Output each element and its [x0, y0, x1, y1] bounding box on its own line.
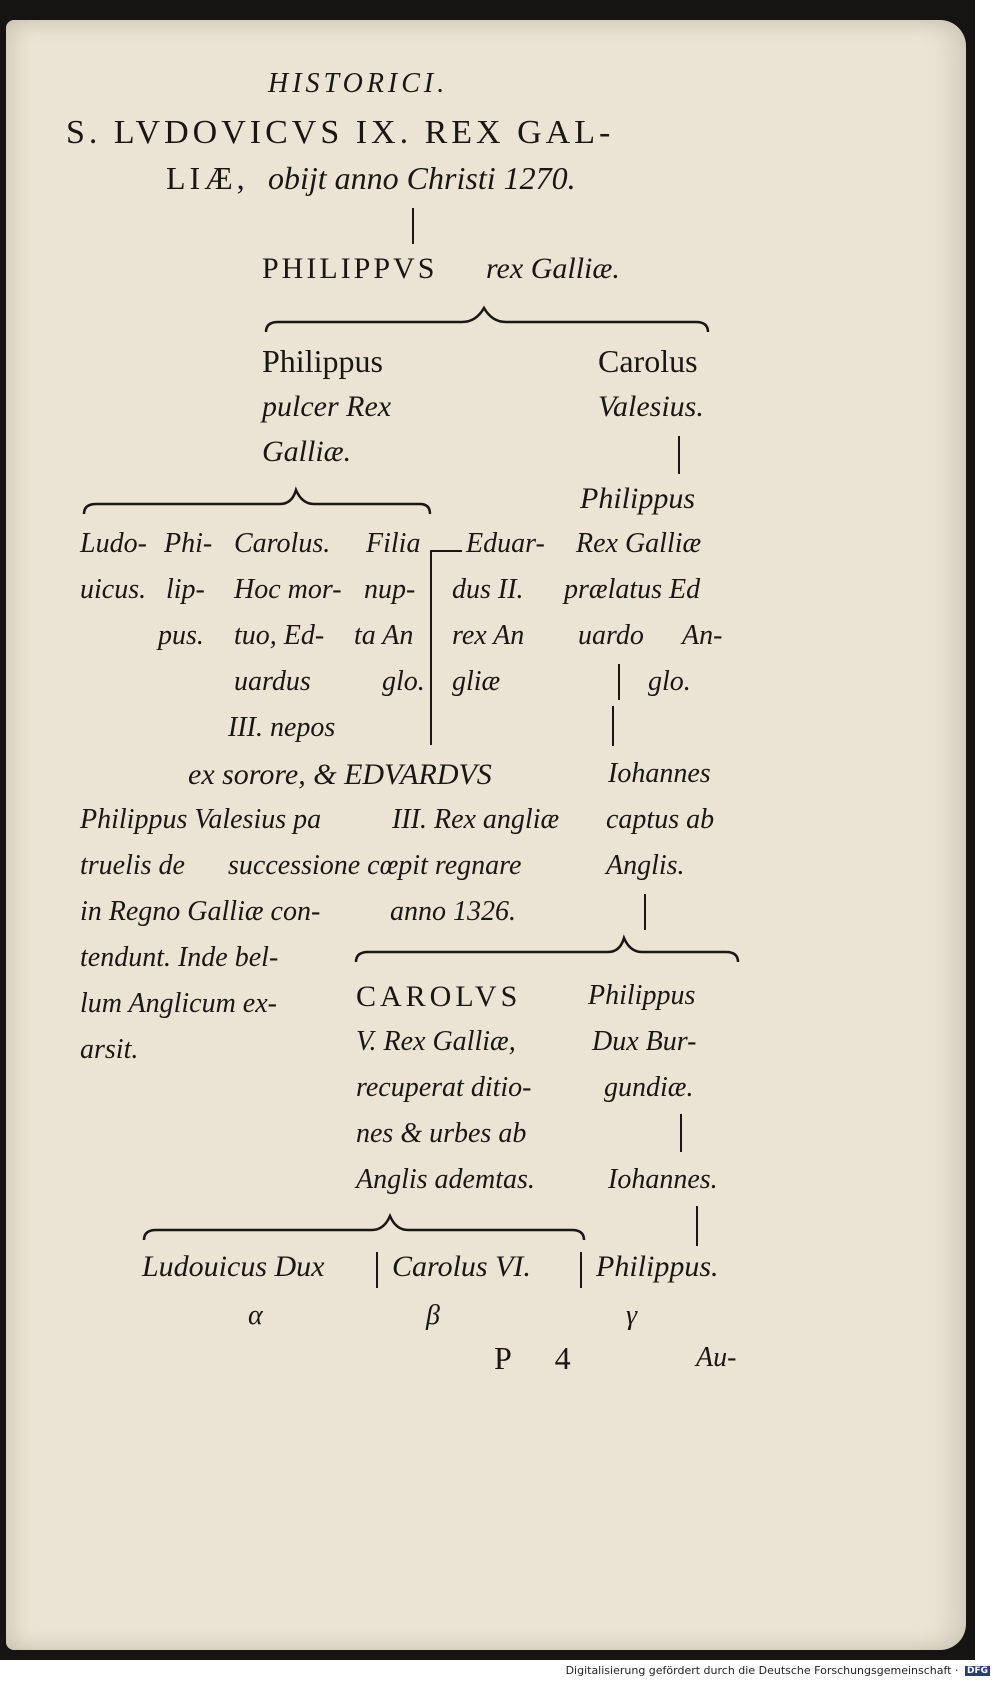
philippus-dux-2: Dux Bur- — [592, 1026, 697, 1057]
root-ludovicus-line2-caps: LIÆ, — [166, 160, 249, 196]
child-mark-gamma: γ — [626, 1300, 638, 1331]
contest-line-2: truelis de — [80, 850, 185, 881]
rex-galliae-praelatus-1: Rex Galliæ — [576, 528, 702, 559]
ex-sorore-edvardus: ex sorore, & EDVARDVS — [188, 758, 492, 791]
carolus-valesius-line1: Carolus — [598, 343, 698, 379]
rex-galliae-praelatus-2: prælatus Ed — [564, 574, 701, 605]
carolus-v-1: CAROLVS — [356, 980, 522, 1013]
carolus-hoc-2: Hoc mor- — [234, 574, 342, 605]
bracket-connector-1 — [262, 302, 722, 336]
philippus-dux-3: gundiæ. — [604, 1072, 694, 1103]
filia-1: Filia — [366, 528, 421, 559]
connector-line — [678, 436, 680, 474]
carolus-v-4: nes & urbes ab — [356, 1118, 527, 1149]
edward-iii-line-1: III. Rex angliæ — [392, 804, 560, 835]
carolus-v-3: recuperat ditio- — [356, 1072, 532, 1103]
eduardus-ii-3: rex An — [452, 620, 525, 651]
rex-galliae-praelatus-5: glo. — [648, 666, 691, 697]
connector-line — [430, 550, 462, 552]
carolus-valesius-line2: Valesius. — [598, 390, 704, 423]
connector-line — [644, 894, 646, 930]
digitization-notice-text: Digitalisierung gefördert durch die Deutsche Forschungsgemeinschaft · — [565, 1664, 959, 1677]
ludovicus-frag-1: Ludo- — [80, 528, 147, 559]
contest-line-3: in Regno Galliæ con- — [80, 896, 321, 927]
eduardus-ii-1: Eduar- — [466, 528, 545, 559]
signature-mark: P 4 — [494, 1340, 589, 1376]
philippus-pulcer-line2: pulcer Rex — [262, 390, 392, 423]
eduardus-ii-2: dus II. — [452, 574, 524, 605]
bracket-connector-4 — [140, 1210, 600, 1244]
connector-line — [680, 1114, 682, 1152]
root-ludovicus-line2: obijt anno Christi 1270. — [268, 160, 576, 196]
filia-2: nup- — [364, 574, 416, 605]
running-title: HISTORICI. — [268, 68, 449, 99]
connector-line — [580, 1252, 582, 1288]
root-ludovicus-line1: S. LVDOVICVS IX. REX GAL- — [66, 114, 615, 151]
contest-line-6: arsit. — [80, 1034, 139, 1065]
child-mark-alpha: α — [248, 1300, 263, 1331]
iohannes-captus-2: captus ab — [606, 804, 715, 835]
connector-line — [696, 1206, 698, 1246]
filia-4: glo. — [382, 666, 425, 697]
connector-line — [430, 550, 432, 745]
philippus-frag-3: lip- — [166, 574, 205, 605]
child-carolus-vi: Carolus VI. — [392, 1250, 531, 1283]
contest-line-1: Philippus Valesius pa — [80, 804, 322, 835]
philippus-dux-4: Iohannes. — [608, 1164, 718, 1195]
connector-line — [376, 1252, 378, 1288]
child-mark-beta: β — [426, 1300, 440, 1331]
carolus-v-2: V. Rex Galliæ, — [356, 1026, 516, 1057]
carolus-v-5: Anglis ademtas. — [356, 1164, 535, 1195]
connector-line — [618, 664, 620, 700]
philippus-rex-rest: rex Galliæ. — [486, 252, 620, 285]
eduardus-ii-4: gliæ — [452, 666, 501, 697]
rex-galliae-praelatus-3: uardo — [578, 620, 644, 651]
edward-iii-line-2: successione cœpit regnare — [228, 850, 522, 881]
iohannes-captus-1: Iohannes — [608, 758, 711, 789]
ludovicus-frag-2: uicus. — [80, 574, 147, 605]
philippus-pulcer-line3: Galliæ. — [262, 435, 352, 468]
digitization-notice — [566, 1664, 990, 1677]
philippus-dux-1: Philippus — [588, 980, 696, 1011]
bracket-connector-2 — [80, 486, 440, 518]
carolus-hoc-5: III. nepos — [228, 712, 336, 743]
child-ludouicus: Ludouicus Dux — [142, 1250, 325, 1283]
connector-line — [412, 208, 414, 244]
carolus-hoc-1: Carolus. — [234, 528, 331, 559]
philippus-frag-1: Phi- — [164, 528, 213, 559]
iohannes-captus-3: Anglis. — [606, 850, 685, 881]
bracket-connector-3 — [352, 932, 752, 966]
carolus-hoc-3: tuo, Ed- — [234, 620, 325, 651]
connector-line — [612, 706, 614, 746]
contest-line-5: lum Anglicum ex- — [80, 988, 277, 1019]
dfg-logo: DFG — [966, 1666, 988, 1676]
carolus-hoc-4: uardus — [234, 666, 311, 697]
catchword: Au- — [696, 1342, 737, 1373]
philippus-frag-2: pus. — [158, 620, 204, 651]
edward-iii-line-3: anno 1326. — [390, 896, 516, 927]
philippus-rex-caps: PHILIPPVS — [262, 252, 438, 285]
philippus-pulcer-line1: Philippus — [262, 343, 383, 379]
child-philippus: Philippus. — [596, 1250, 719, 1283]
filia-3: ta An — [354, 620, 414, 651]
philippus-son-of-carolus: Philippus — [580, 482, 696, 515]
rex-galliae-praelatus-4: An- — [682, 620, 723, 651]
contest-line-4: tendunt. Inde bel- — [80, 942, 279, 973]
